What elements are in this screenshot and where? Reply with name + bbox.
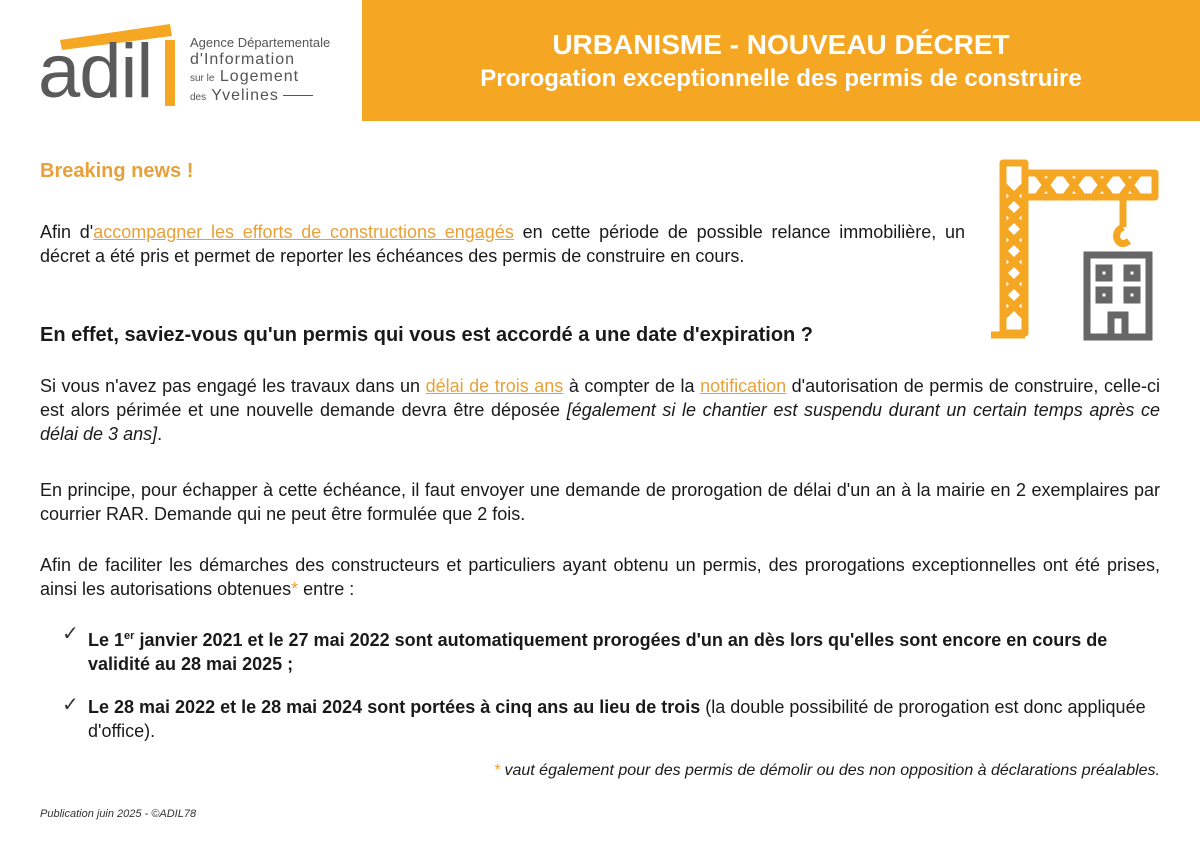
header [0,0,1200,121]
link-delai[interactable]: délai de trois ans [425,376,564,396]
intro-paragraph: Afin d'accompagner les efforts de constructions engagés en cette période de possible relance immobilière, un décret a été pris et permet de reporter les échéances des permis de construire en cours. [40,222,966,266]
question-heading: En effet, saviez-vous qu'un permis qui vous est accordé a une date d'expiration ? [40,324,814,346]
checkmark-icon: ✓ [62,623,79,645]
list-item: ✓ Le 28 mai 2022 et le 28 mai 2024 sont portées à cinq ans au lieu de trois (la double possibilité de prorogation est donc appliquée d'office). [62,694,1146,741]
principle-paragraph: En principe, pour échapper à cette échéance, il faut envoyer une demande de prorogation de délai d'un an à la mairie en 2 exemplaires par courrier RAR. Demande qui ne peut être formulée que 2 fois. [40,480,1160,524]
link-notification[interactable]: notification [700,376,787,396]
list-item: ✓ Le 1er janvier 2021 et le 27 mai 2022 sont automatiquement prorogées d'un an dès lors qu'elles sont encore en cours de validité au 28 mai 2025 ; [62,623,1108,674]
breaking-news-heading: Breaking news ! [40,160,194,182]
title-banner [362,0,1200,121]
facilitate-paragraph: Afin de faciliter les démarches des constructeurs et particuliers ayant obtenu un permis, des prorogations exceptionnelles ont été prises, ainsi les autorisations obtenues* entre : [40,555,1160,599]
banner-subtitle: Prorogation exceptionnelle des permis de construire [480,64,1082,92]
banner-title: URBANISME - NOUVEAU DÉCRET [552,28,1010,60]
publication-note: Publication juin 2025 - ©ADIL78 [40,808,197,820]
logo [0,0,362,121]
logo-bar-icon [165,40,181,106]
expiry-paragraph: Si vous n'avez pas engagé les travaux dans un délai de trois ans à compter de la notification d'autorisation de permis de construire, celle-ci est alors périmée et une nouvelle demande devra être déposée [également si le chantier est suspendu durant un certain temps après ce délai de 3 ans]. [40,376,1161,444]
crane-building-icon [985,155,1165,345]
logo-word: adil [38,29,153,114]
footnote: * vaut également pour des permis de démolir ou des non opposition à déclarations préalables. [493,762,1160,779]
link-efforts[interactable]: accompagner les efforts de constructions engagés [93,222,514,242]
checkmark-icon: ✓ [62,694,79,716]
agency-name: Agence Départementale d'Information sur le Logement des Yvelines [190,35,331,104]
